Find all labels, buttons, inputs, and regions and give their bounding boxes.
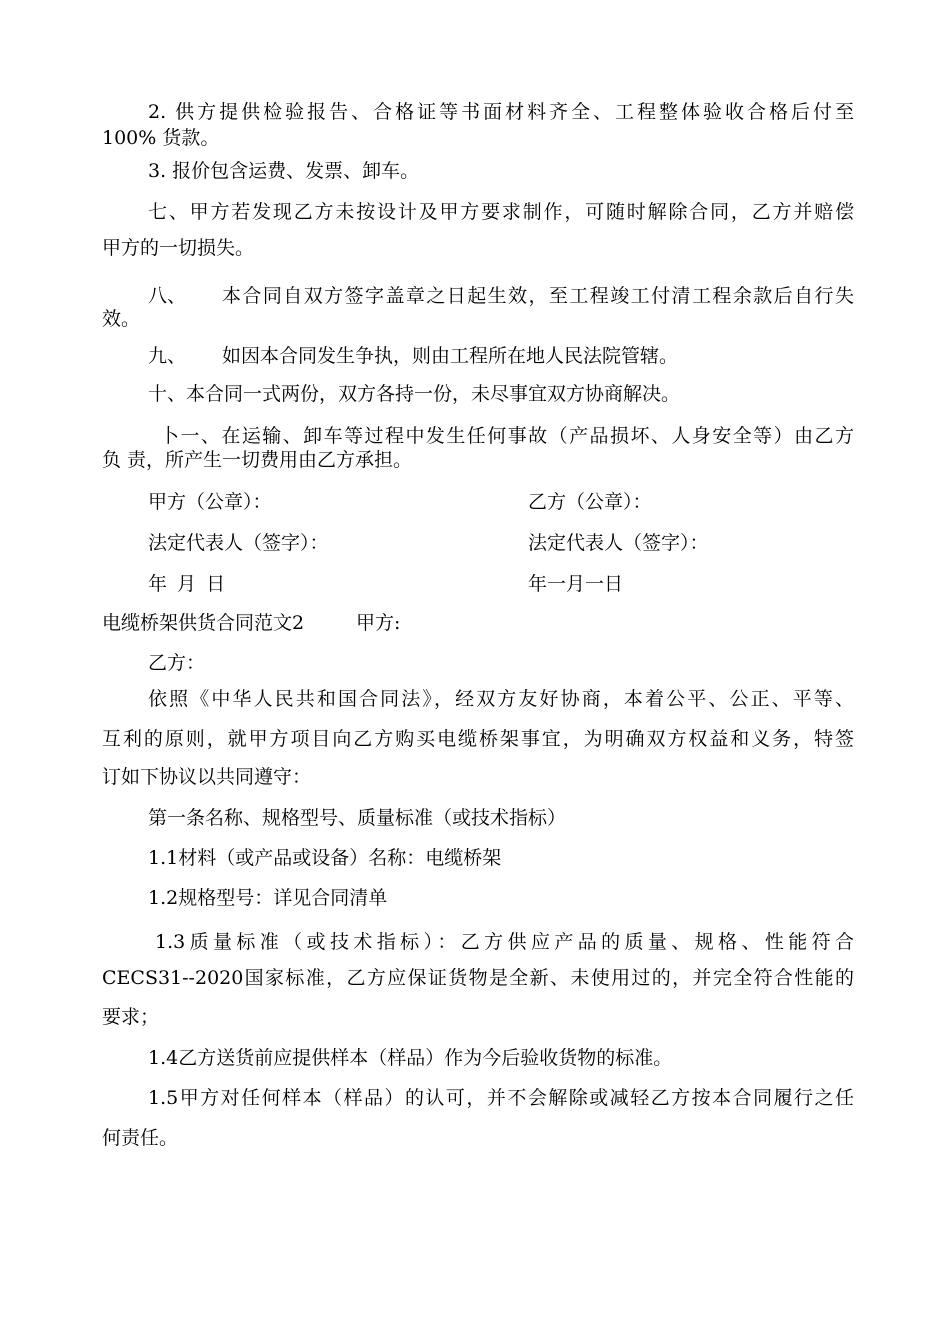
contract-2-intro-line-2: 互利的原则，就甲方项目向乙方购买电缆桥架事宜，为明确双方权益和义务，特签 [102, 728, 854, 750]
clause-7-line-1: 七、甲方若发现乙方未按设计及甲方要求制作，可随时解除合同，乙方并赔偿 [148, 201, 854, 223]
clause-8-line-1: 本合同自双方签字盖章之日起生效，至工程竣工付清工程余款后自行失 [222, 285, 854, 307]
clause-10: 十、本合同一式两份，双方各持一份，未尽事宜双方协商解决。 [148, 383, 681, 405]
clause-11-line-2: 负 责，所产生一切费用由乙方承担。 [102, 449, 413, 471]
item-1-4: 1.4乙方送货前应提供样本（样品）作为今后验收货物的标准。 [148, 1047, 673, 1069]
item-1-3-line-3: 要求； [102, 1006, 160, 1028]
party-a-date: 年 月 日 [148, 573, 226, 595]
clause-7-line-2: 甲方的一切损失。 [102, 237, 255, 259]
item-1-5-line-1: 1.5甲方对任何样本（样品）的认可，并不会解除或减轻乙方按本合同履行之任 [148, 1087, 854, 1109]
payment-item-2-line-2: 100% 货款。 [102, 127, 220, 149]
contract-2-intro-line-3: 订如下协议以共同遵守： [102, 766, 312, 788]
payment-item-2-line-1: 2. 供方提供检验报告、合格证等书面材料齐全、工程整体验收合格后付至 [148, 101, 854, 123]
contract-2-party-b: 乙方： [148, 652, 206, 674]
payment-item-3: 3. 报价包含运费、发票、卸车。 [148, 160, 420, 182]
item-1-3-line-2: CECS31--2020国家标准，乙方应保证货物是全新、未使用过的，并完全符合性能的 [102, 967, 854, 989]
contract-2-party-a: 甲方: [356, 612, 401, 634]
party-b-date: 年一月一日 [528, 573, 624, 595]
contract-2-intro-line-1: 依照《中华人民共和国合同法》，经双方友好协商，本着公平、公正、平等、 [148, 688, 854, 710]
party-a-seal: 甲方（公章）： [148, 491, 272, 513]
item-1-2: 1.2规格型号：详见合同清单 [148, 887, 388, 909]
item-1-5-line-2: 何责任。 [102, 1127, 179, 1149]
clause-8-line-2: 效。 [102, 308, 141, 330]
contract-2-title: 电缆桥架供货合同范文2 [102, 612, 305, 634]
party-b-seal: 乙方（公章）： [528, 491, 652, 513]
item-1-1: 1.1材料（或产品或设备）名称：电缆桥架 [148, 847, 502, 869]
clause-9-text: 如因本合同发生争执，则由工程所在地人民法院管辖。 [222, 345, 679, 367]
clause-8-number: 八、 [148, 285, 187, 307]
clause-11-line-1: 卜一、在运输、卸车等过程中发生任何事故（产品损坏、人身安全等）由乙方 [160, 425, 854, 447]
party-b-representative: 法定代表人（签字）： [528, 532, 709, 554]
item-1-3-line-1: 1.3质量标准（或技术指标）：乙方供应产品的质量、规格、性能符合 [155, 931, 854, 953]
article-1-title: 第一条名称、规格型号、质量标准（或技术指标） [148, 807, 567, 829]
party-a-representative: 法定代表人（签字）： [148, 532, 329, 554]
clause-9-number: 九、 [148, 345, 187, 367]
